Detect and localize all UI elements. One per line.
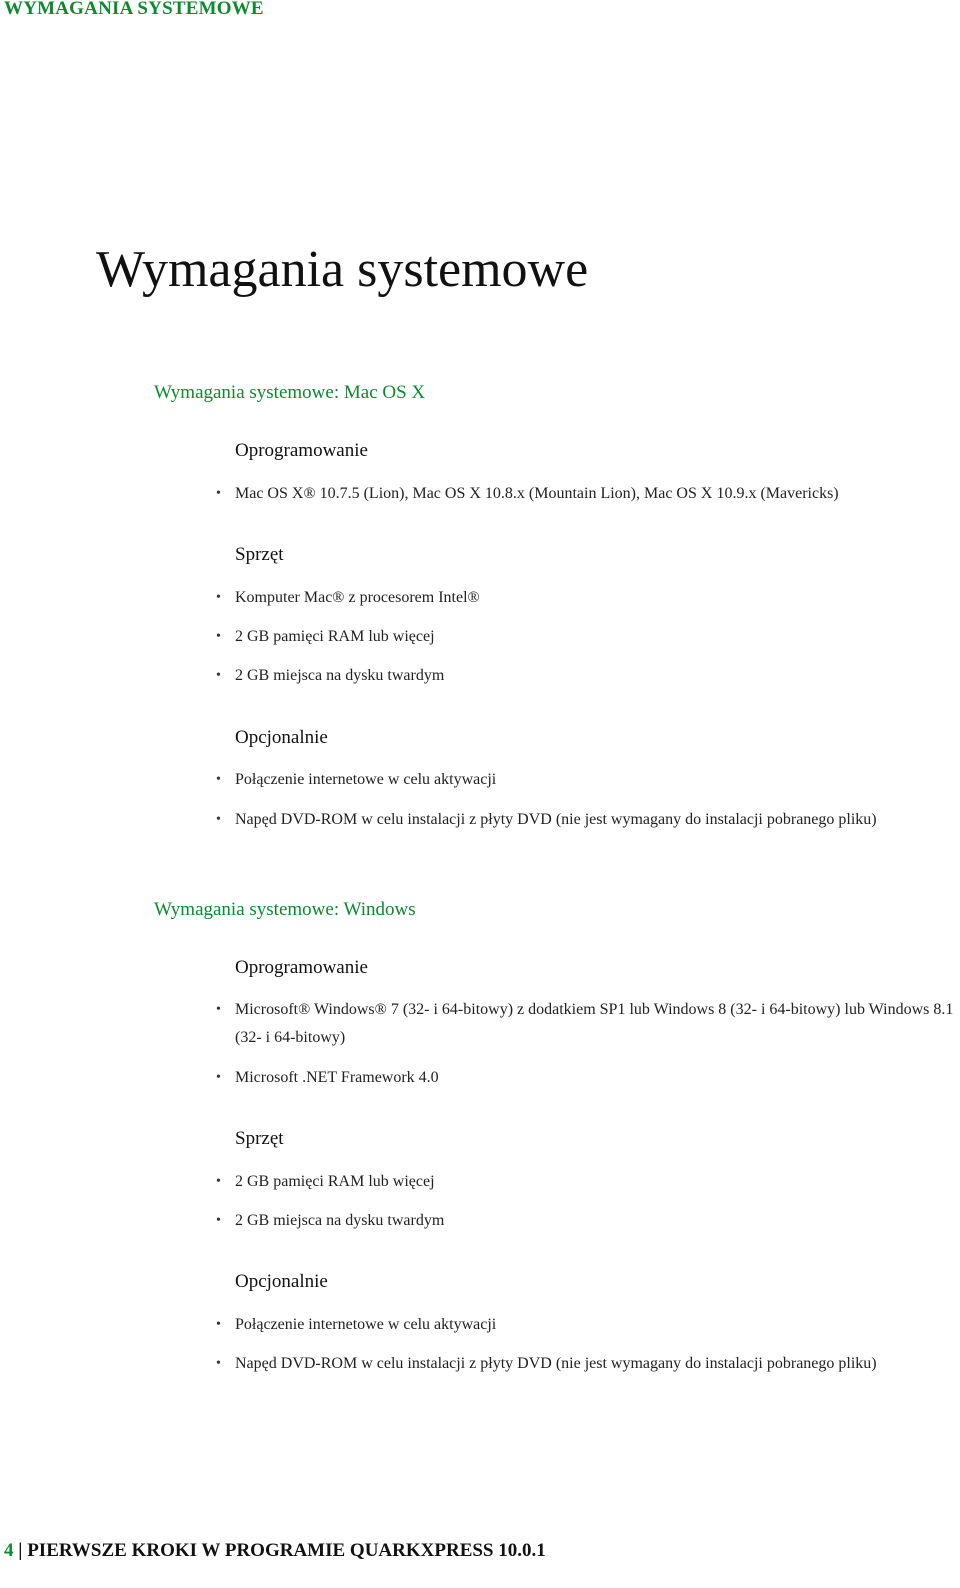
list-item-text: Microsoft .NET Framework 4.0 bbox=[235, 1069, 439, 1086]
bullet-icon: • bbox=[216, 668, 221, 683]
list-item-text: 2 GB miejsca na dysku twardym bbox=[235, 1212, 445, 1229]
list-item-text: Mac OS X® 10.7.5 (Lion), Mac OS X 10.8.x (Mountain Lion), Mac OS X 10.9.x (Mavericks) bbox=[235, 485, 839, 502]
list-item bbox=[216, 1064, 956, 1092]
bullet-icon: • bbox=[216, 1317, 221, 1332]
page-title: Wymagania systemowe bbox=[96, 241, 589, 298]
bullet-icon: • bbox=[216, 1070, 221, 1085]
mac-software-heading: Oprogramowanie bbox=[235, 440, 368, 461]
page-number: 4 bbox=[4, 1540, 14, 1561]
bullet-icon: • bbox=[216, 1213, 221, 1228]
list-item-text: Microsoft® Windows® 7 (32- i 64-bitowy) z dodatkiem SP1 lub Windows 8 (32- i 64-bitowy) lub Windows 8.1 (32- i 64-bitowy) bbox=[235, 1001, 954, 1046]
list-item bbox=[216, 1207, 956, 1235]
list-item-text: Napęd DVD-ROM w celu instalacji z płyty DVD (nie jest wymagany do instalacji pobranego pliku) bbox=[235, 1355, 877, 1372]
list-item bbox=[216, 996, 956, 1052]
list-item bbox=[216, 1168, 956, 1196]
windows-hardware-heading: Sprzęt bbox=[235, 1128, 284, 1149]
list-item-text: Komputer Mac® z procesorem Intel® bbox=[235, 589, 480, 606]
bullet-icon: • bbox=[216, 629, 221, 644]
bullet-icon: • bbox=[216, 812, 221, 827]
list-item-text: 2 GB pamięci RAM lub więcej bbox=[235, 628, 435, 645]
footer-book-title: PIERWSZE KROKI W PROGRAMIE QUARKXPRESS 10.0.1 bbox=[27, 1540, 546, 1561]
list-item-text: Połączenie internetowe w celu aktywacji bbox=[235, 771, 497, 788]
mac-optional-heading: Opcjonalnie bbox=[235, 727, 328, 748]
list-item bbox=[216, 1350, 956, 1378]
bullet-icon: • bbox=[216, 590, 221, 605]
list-item bbox=[216, 584, 956, 612]
list-item bbox=[216, 766, 956, 794]
list-item bbox=[216, 806, 956, 834]
windows-section-heading: Wymagania systemowe: Windows bbox=[154, 899, 416, 920]
running-header: WYMAGANIA SYSTEMOWE bbox=[4, 0, 264, 19]
bullet-icon: • bbox=[216, 1174, 221, 1189]
windows-software-heading: Oprogramowanie bbox=[235, 957, 368, 978]
windows-optional-heading: Opcjonalnie bbox=[235, 1271, 328, 1292]
list-item-text: Połączenie internetowe w celu aktywacji bbox=[235, 1316, 497, 1333]
list-item bbox=[216, 480, 956, 508]
bullet-icon: • bbox=[216, 772, 221, 787]
page-footer bbox=[4, 1540, 546, 1562]
bullet-icon: • bbox=[216, 1002, 221, 1017]
footer-separator: | bbox=[18, 1540, 23, 1561]
list-item bbox=[216, 1311, 956, 1339]
list-item-text: Napęd DVD-ROM w celu instalacji z płyty DVD (nie jest wymagany do instalacji pobranego pliku) bbox=[235, 811, 877, 828]
mac-section-heading: Wymagania systemowe: Mac OS X bbox=[154, 382, 426, 403]
list-item-text: 2 GB pamięci RAM lub więcej bbox=[235, 1173, 435, 1190]
bullet-icon: • bbox=[216, 486, 221, 501]
list-item bbox=[216, 662, 956, 690]
list-item-text: 2 GB miejsca na dysku twardym bbox=[235, 667, 445, 684]
bullet-icon: • bbox=[216, 1356, 221, 1371]
list-item bbox=[216, 623, 956, 651]
mac-hardware-heading: Sprzęt bbox=[235, 544, 284, 565]
